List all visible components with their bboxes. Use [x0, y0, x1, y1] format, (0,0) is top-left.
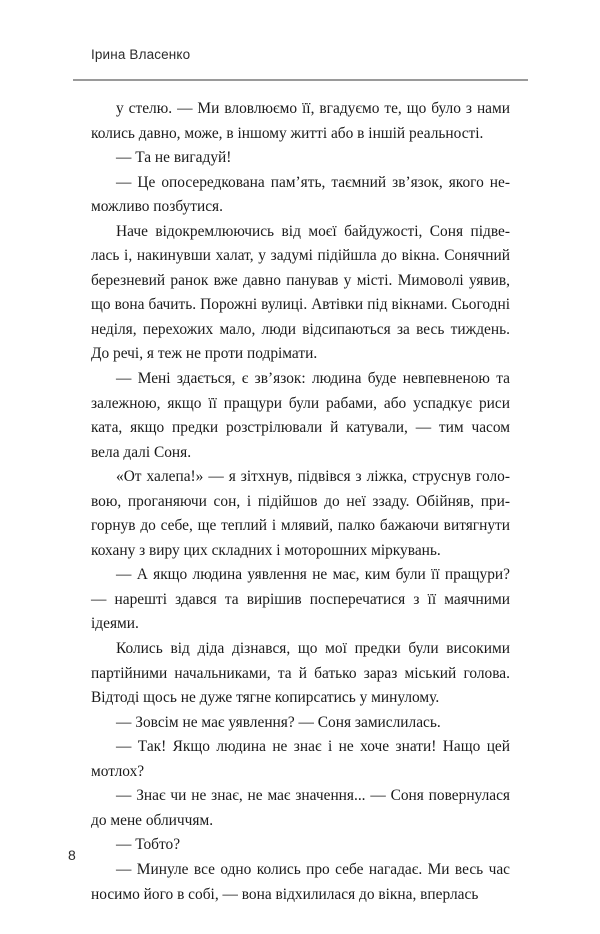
paragraph: — Мені здається, є зв’язок: людина буде невпевненою та залежною, якщо її пращури були рабами, або успадкує риси ката, якщо предки розстрілювали й катували, — тим часом вела далі Соня. — [91, 370, 510, 461]
paragraph: «От халепа!» — я зітхнув, підвівся з ліжка, струснув головою, проганяючи сон, і підійшов до неї ззаду. Обійняв, пригорнув до себе, ще теплий і млявий, палко бажаючи витягнути кохану з виру цих складних і моторошних міркувань. — [91, 468, 510, 559]
paragraph: у стелю. — Ми вловлюємо її, вгадуємо те, що було з нами колись давно, може, в іншому житті або в іншій реальності. — [91, 100, 510, 142]
paragraph: — Так! Якщо людина не знає і не хоче знати! Нащо цей мотлох? — [91, 738, 510, 780]
paragraph: — А якщо людина уявлення не має, ким були її пращури? — нарешті здався та вирішив посперечатися з її маячними ідеями. — [91, 566, 510, 633]
header-rule — [73, 79, 528, 81]
paragraph: — Зовсім не має уявлення? — Соня замислилась. — [116, 713, 441, 731]
body-text — [91, 97, 510, 907]
paragraph: Наче відокремлюючись від моєї байдужості, Соня підвелась і, накинувши халат, у задумі підійшла до вікна. Сонячний березневий ранок вже давно панував у місті. Мимоволі уявив, що вона бачить. Порожні вулиці. Автівки під вікнами. Сьогодні неділя, перехожих мало, люди відсипаються за весь тиждень. До речі, я теж не проти подрімати. — [91, 222, 510, 363]
paragraph: — Минуле все одно колись про себе нагадає. Ми весь час носимо його в собі, — вона відхилилася до вікна, вперлась — [91, 860, 510, 903]
paragraph: — Тобто? — [116, 836, 181, 854]
running-head: Ірина Власенко — [91, 47, 191, 62]
paragraph: — Та не вигадуй! — [116, 149, 232, 167]
paragraph: — Знає чи не знає, не має значення... — Соня повернулася до мене обличчям. — [91, 787, 510, 829]
paragraph: Колись від діда дізнався, що мої предки були високими партійними начальниками, та й батько зараз міський голова. Відтоді щось не дуже тягне копирсатись у минулому. — [91, 640, 510, 707]
paragraph: — Це опосередкована пам’ять, таємний зв’язок, якого неможливо позбутися. — [91, 173, 510, 216]
page-number: 8 — [68, 847, 76, 863]
